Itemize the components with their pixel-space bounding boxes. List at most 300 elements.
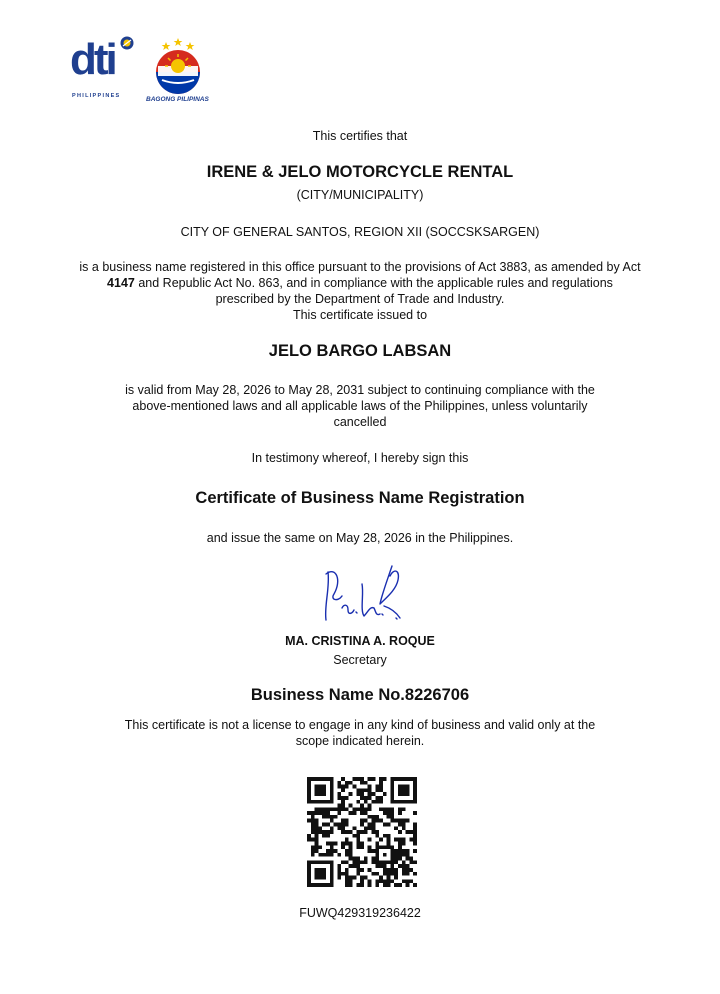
qr-module	[383, 864, 387, 868]
qr-module	[356, 800, 360, 804]
qr-module	[390, 868, 394, 872]
qr-module	[413, 788, 417, 792]
qr-module	[318, 777, 322, 781]
qr-module	[406, 788, 410, 792]
qr-module	[337, 792, 341, 796]
qr-module	[398, 830, 402, 834]
qr-module	[322, 872, 326, 876]
qr-module	[345, 796, 349, 800]
qr-module	[345, 781, 349, 785]
qr-module	[375, 845, 379, 849]
qr-module	[326, 883, 330, 887]
qr-module	[341, 826, 345, 830]
qr-module	[398, 864, 402, 868]
qr-module	[360, 830, 364, 834]
qr-module	[394, 876, 398, 880]
qr-module	[406, 883, 410, 887]
qr-module	[322, 788, 326, 792]
qr-module	[349, 811, 353, 815]
qr-module	[398, 841, 402, 845]
qr-module	[390, 792, 394, 796]
qr-module	[345, 819, 349, 823]
qr-module	[368, 777, 372, 781]
document-title: Certificate of Business Name Registration	[195, 489, 525, 507]
qr-module	[311, 800, 315, 804]
qr-module	[345, 838, 349, 842]
qr-module	[330, 841, 334, 845]
qr-module	[326, 777, 330, 781]
qr-module	[406, 872, 410, 876]
qr-module	[394, 800, 398, 804]
qr-module	[368, 838, 372, 842]
qr-module	[311, 860, 315, 864]
qr-module	[337, 781, 341, 785]
qr-module	[375, 815, 379, 819]
qr-module	[387, 883, 391, 887]
qr-module	[371, 860, 375, 864]
qr-module	[390, 857, 394, 861]
qr-module	[334, 849, 338, 853]
qr-module	[307, 811, 311, 815]
qr-module	[402, 860, 406, 864]
qr-module	[387, 868, 391, 872]
qr-module	[345, 876, 349, 880]
qr-module	[307, 819, 311, 823]
qr-module	[390, 815, 394, 819]
qr-module	[353, 785, 357, 789]
qr-module	[318, 792, 322, 796]
qr-module	[394, 838, 398, 842]
qr-module	[383, 777, 387, 781]
dti-logo-subtext: PHILIPPINES	[72, 93, 121, 99]
qr-module	[330, 864, 334, 868]
qr-module	[349, 883, 353, 887]
legal-line-2	[40, 275, 680, 291]
qr-module	[413, 811, 417, 815]
qr-module	[360, 879, 364, 883]
qr-module	[413, 785, 417, 789]
qr-module	[307, 864, 311, 868]
qr-module	[311, 845, 315, 849]
qr-module	[406, 857, 410, 861]
qr-module	[379, 807, 383, 811]
bagong-pilipinas-logo	[146, 36, 210, 106]
qr-module	[360, 823, 364, 827]
qr-module	[402, 864, 406, 868]
qr-module	[394, 872, 398, 876]
qr-module	[406, 792, 410, 796]
qr-module	[375, 860, 379, 864]
qr-module	[390, 781, 394, 785]
qr-module	[402, 826, 406, 830]
qr-module	[387, 845, 391, 849]
qr-module	[349, 830, 353, 834]
qr-module	[383, 872, 387, 876]
qr-module	[330, 872, 334, 876]
signatory-title: Secretary	[333, 653, 387, 667]
qr-module	[311, 823, 315, 827]
qr-module	[307, 872, 311, 876]
qr-module	[402, 841, 406, 845]
qr-module	[413, 860, 417, 864]
qr-module	[390, 845, 394, 849]
qr-module	[413, 777, 417, 781]
qr-module	[383, 823, 387, 827]
qr-module	[387, 876, 391, 880]
qr-module	[322, 834, 326, 838]
qr-module	[330, 845, 334, 849]
qr-module	[398, 838, 402, 842]
qr-module	[349, 857, 353, 861]
qr-module	[307, 785, 311, 789]
qr-module	[360, 876, 364, 880]
validity-line-3: cancelled	[333, 415, 387, 429]
qr-module	[311, 826, 315, 830]
qr-module	[371, 823, 375, 827]
qr-module	[364, 876, 368, 880]
certifies-line: This certifies that	[312, 129, 408, 143]
qr-module	[398, 857, 402, 861]
qr-module	[375, 857, 379, 861]
qr-module	[413, 826, 417, 830]
qr-module	[387, 823, 391, 827]
qr-module	[330, 826, 334, 830]
qr-module	[307, 838, 311, 842]
qr-module	[364, 857, 368, 861]
qr-module	[409, 860, 413, 864]
qr-module	[326, 815, 330, 819]
verification-code: FUWQ429319236422	[299, 906, 421, 920]
qr-module	[337, 826, 341, 830]
qr-module	[311, 883, 315, 887]
qr-module	[334, 841, 338, 845]
qr-module	[360, 811, 364, 815]
qr-module	[390, 860, 394, 864]
disclaimer-line-1: This certificate is not a license to engage in any kind of business and valid only at the	[124, 718, 596, 732]
qr-module	[406, 864, 410, 868]
qr-module	[318, 845, 322, 849]
act-number: 4147	[107, 276, 135, 290]
qr-module	[330, 879, 334, 883]
qr-module	[330, 788, 334, 792]
qr-module	[315, 849, 319, 853]
qr-module	[360, 883, 364, 887]
qr-module	[379, 785, 383, 789]
qr-module	[364, 811, 368, 815]
qr-module	[379, 781, 383, 785]
qr-module	[349, 853, 353, 857]
qr-module	[349, 849, 353, 853]
qr-module	[341, 785, 345, 789]
qr-module	[337, 807, 341, 811]
qr-module	[330, 792, 334, 796]
qr-module	[318, 872, 322, 876]
qr-module	[360, 819, 364, 823]
qr-module	[322, 876, 326, 880]
qr-module	[356, 834, 360, 838]
qr-module	[330, 883, 334, 887]
qr-module	[345, 883, 349, 887]
qr-module	[356, 857, 360, 861]
qr-module	[360, 807, 364, 811]
qr-module	[402, 823, 406, 827]
qr-module	[311, 853, 315, 857]
qr-module	[322, 785, 326, 789]
qr-module	[368, 792, 372, 796]
qr-module	[383, 811, 387, 815]
qr-module	[356, 845, 360, 849]
qr-module	[364, 781, 368, 785]
qr-module	[398, 853, 402, 857]
qr-module	[387, 860, 391, 864]
qr-module	[409, 777, 413, 781]
qr-module	[387, 879, 391, 883]
qr-module	[383, 853, 387, 857]
qr-module	[307, 781, 311, 785]
qr-module	[398, 811, 402, 815]
qr-module	[349, 841, 353, 845]
qr-module	[364, 830, 368, 834]
qr-module	[356, 883, 360, 887]
qr-module	[368, 879, 372, 883]
qr-module	[383, 845, 387, 849]
qr-module	[311, 838, 315, 842]
qr-module	[330, 853, 334, 857]
qr-module	[349, 876, 353, 880]
qr-module	[356, 864, 360, 868]
validity-line-1: is valid from May 28, 2026 to May 28, 2031 subject to continuing compliance with the	[125, 383, 595, 397]
validity-line-2: above-mentioned laws and all applicable laws of the Philippines, unless voluntarily	[132, 399, 588, 413]
qr-module	[353, 864, 357, 868]
qr-module	[353, 777, 357, 781]
qr-module	[341, 788, 345, 792]
qr-module	[379, 788, 383, 792]
qr-module	[413, 830, 417, 834]
business-location: CITY OF GENERAL SANTOS, REGION XII (SOCCSKSARGEN)	[180, 225, 540, 239]
qr-module	[387, 872, 391, 876]
qr-module	[406, 849, 410, 853]
qr-module	[356, 807, 360, 811]
qr-module	[353, 857, 357, 861]
qr-module	[413, 796, 417, 800]
qr-module	[364, 796, 368, 800]
qr-module	[318, 830, 322, 834]
qr-module	[356, 777, 360, 781]
qr-module	[375, 796, 379, 800]
qr-module	[394, 860, 398, 864]
qr-module	[394, 868, 398, 872]
qr-module	[315, 819, 319, 823]
qr-module	[349, 804, 353, 808]
qr-module	[409, 830, 413, 834]
qr-module	[387, 841, 391, 845]
qr-module	[337, 811, 341, 815]
qr-module	[409, 879, 413, 883]
issue-line: and issue the same on May 28, 2026 in the Philippines.	[206, 531, 514, 545]
qr-module	[337, 823, 341, 827]
qr-module	[368, 823, 372, 827]
qr-module	[318, 883, 322, 887]
qr-module	[330, 876, 334, 880]
qr-module	[315, 788, 319, 792]
qr-module	[307, 879, 311, 883]
qr-module	[368, 785, 372, 789]
qr-module	[379, 879, 383, 883]
qr-module	[345, 841, 349, 845]
qr-module	[406, 777, 410, 781]
qr-module	[394, 849, 398, 853]
legal-line-3: prescribed by the Department of Trade and Industry.	[215, 292, 505, 306]
qr-module	[322, 883, 326, 887]
qr-module	[406, 819, 410, 823]
qr-module	[311, 819, 315, 823]
qr-module	[375, 800, 379, 804]
qr-module	[337, 868, 341, 872]
qr-module	[402, 872, 406, 876]
qr-module	[315, 823, 319, 827]
qr-module	[307, 777, 311, 781]
qr-module	[413, 838, 417, 842]
business-number: Business Name No.8226706	[250, 686, 470, 704]
qr-module	[356, 841, 360, 845]
qr-module	[375, 819, 379, 823]
qr-module	[390, 849, 394, 853]
qr-module	[353, 811, 357, 815]
qr-module	[341, 800, 345, 804]
qr-module	[364, 860, 368, 864]
qr-module	[383, 883, 387, 887]
qr-module	[330, 868, 334, 872]
qr-module	[318, 800, 322, 804]
qr-module	[383, 834, 387, 838]
qr-module	[409, 868, 413, 872]
qr-module	[322, 860, 326, 864]
qr-module	[318, 853, 322, 857]
qr-module	[307, 868, 311, 872]
qr-module	[353, 834, 357, 838]
qr-module	[371, 857, 375, 861]
qr-module	[315, 830, 319, 834]
qr-module	[379, 800, 383, 804]
validity-paragraph	[50, 382, 670, 430]
qr-module	[311, 777, 315, 781]
qr-module	[360, 860, 364, 864]
bagong-pilipinas-emblem-icon	[146, 36, 210, 96]
qr-module	[307, 860, 311, 864]
qr-module	[406, 830, 410, 834]
qr-module	[413, 872, 417, 876]
qr-module	[330, 815, 334, 819]
legal-paragraph	[40, 259, 680, 323]
qr-module	[390, 777, 394, 781]
qr-module	[326, 823, 330, 827]
qr-module	[307, 876, 311, 880]
qr-module	[406, 800, 410, 804]
qr-module	[387, 811, 391, 815]
qr-module	[371, 815, 375, 819]
qr-module	[394, 777, 398, 781]
qr-module	[375, 841, 379, 845]
qr-module	[387, 807, 391, 811]
qr-module	[311, 811, 315, 815]
qr-module	[315, 876, 319, 880]
qr-module	[398, 807, 402, 811]
qr-module	[341, 804, 345, 808]
qr-module	[360, 792, 364, 796]
qr-module	[360, 868, 364, 872]
qr-module	[364, 819, 368, 823]
qr-module	[360, 845, 364, 849]
qr-module	[330, 860, 334, 864]
qr-module	[379, 796, 383, 800]
qr-module	[345, 860, 349, 864]
qr-module	[322, 853, 326, 857]
qr-module	[390, 785, 394, 789]
qr-module	[322, 823, 326, 827]
qr-module	[341, 823, 345, 827]
qr-module	[398, 819, 402, 823]
qr-module	[315, 838, 319, 842]
qr-module	[341, 830, 345, 834]
qr-module	[371, 777, 375, 781]
qr-module	[364, 800, 368, 804]
qr-module	[390, 788, 394, 792]
qr-module	[334, 807, 338, 811]
qr-module	[360, 804, 364, 808]
qr-module	[307, 792, 311, 796]
qr-module	[318, 788, 322, 792]
qr-module	[394, 853, 398, 857]
qr-module	[345, 785, 349, 789]
qr-module	[341, 841, 345, 845]
qr-module	[311, 849, 315, 853]
qr-module	[387, 838, 391, 842]
qr-module	[356, 788, 360, 792]
disclaimer-paragraph	[50, 717, 670, 749]
qr-module	[402, 785, 406, 789]
qr-module	[402, 838, 406, 842]
qr-module	[330, 819, 334, 823]
qr-module	[406, 879, 410, 883]
qr-module	[413, 800, 417, 804]
qr-module	[402, 792, 406, 796]
qr-module	[337, 864, 341, 868]
qr-module	[379, 838, 383, 842]
qr-module	[349, 845, 353, 849]
qr-module	[345, 807, 349, 811]
qr-module	[371, 819, 375, 823]
qr-module	[318, 785, 322, 789]
qr-module	[337, 796, 341, 800]
qr-module	[368, 807, 372, 811]
qr-module	[409, 857, 413, 861]
qr-module	[334, 815, 338, 819]
qr-module	[356, 792, 360, 796]
qr-module	[326, 849, 330, 853]
qr-code[interactable]	[307, 777, 417, 887]
signature-image	[318, 560, 408, 630]
qr-module	[375, 853, 379, 857]
qr-module	[315, 785, 319, 789]
qr-module	[383, 879, 387, 883]
qr-module	[307, 796, 311, 800]
qr-module	[371, 849, 375, 853]
qr-module	[345, 879, 349, 883]
qr-module	[326, 807, 330, 811]
qr-module	[360, 781, 364, 785]
qr-module	[368, 826, 372, 830]
qr-module	[390, 796, 394, 800]
